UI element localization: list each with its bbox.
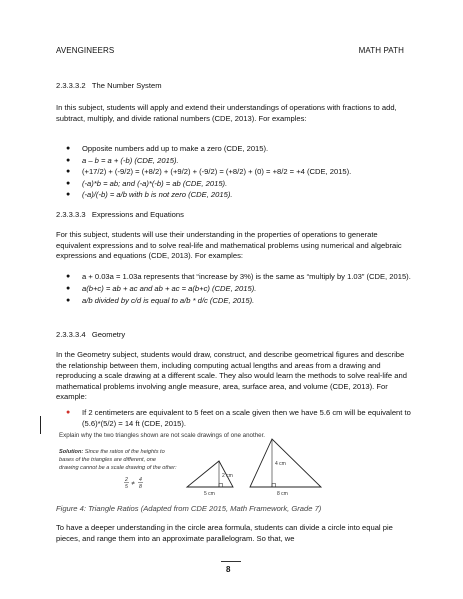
small-base-label: 5 cm [204,491,215,497]
closing-text: To have a deeper understanding in the circle area formula, students can divide a circle into equal pie pieces, and range them into an approximate parallelogram. So that, we [56,523,393,543]
list-item: ● Opposite numbers add up to make a zero (CDE, 2015). [66,144,269,153]
list-item: ● (-a)*b = ab; and (-a)*(-b) = ab (CDE, 2015). [66,178,228,188]
page-number-rule [221,561,241,562]
small-triangle [187,461,233,497]
figure-question: Explain why the two triangles shown are not scale drawings of one another. [59,432,266,439]
ratio-right-num: 4 [139,477,142,483]
header-left: AVENGINEERS [56,46,115,55]
list-item: ● (-a)/(-b) = a/b with b is not zero (CDE, 2015). [66,190,233,200]
not-equal-sign: ≠ [131,481,135,487]
list-number-system [56,143,411,201]
solution-label: Solution: [59,449,84,455]
page-number: 8 [226,565,231,574]
list-item: ● If 2 centimeters are equivalent to 5 feet on a scale given then we have 5.6 cm will be equivalent to (5.6)*(5/2) = 14 ft (CDE, 2015). [66,408,411,428]
bullet-icon: ● [66,168,71,176]
text-cursor [40,416,41,434]
ratio-left-num: 2 [125,477,128,483]
heading-number-system: 2.3.3.3.2 The Number System [56,81,162,90]
ratio-right-den: 8 [139,484,142,490]
paragraph-expressions: For this subject, students will use their understanding in the properties of operations to generate equivalent expressions and to solve real-life and mathematical problems using numerical and algebraic expressions and equations (CDE, 2013). For examples: [56,230,402,261]
ratio-left-den: 5 [125,484,128,490]
list-geometry [56,408,411,429]
bullet-icon: ● [66,156,71,164]
list-expressions [56,272,411,308]
bullet-icon: ● [66,191,71,199]
heading-expressions: 2.3.3.3.3 Expressions and Equations [56,210,184,219]
triangle-figure [56,432,356,504]
large-base-label: 8 cm [277,491,288,497]
bullet-icon: ● [66,273,71,280]
list-item: ● a + 0.03a = 1.03a represents that “increase by 3%) is the same as “multiply by 1.03” (CDE, 2015). [66,272,411,281]
large-triangle [250,439,321,497]
list-item: ● a/b divided by c/d is equal to a/b * d/c (CDE, 2015). [66,296,255,306]
heading-geometry: 2.3.3.3.4 Geometry [56,330,126,339]
header-right: MATH PATH [358,46,404,55]
bullet-icon: ● [66,297,71,305]
bullet-icon: ● [66,285,71,293]
bullet-icon: ● [66,145,71,152]
large-height-label: 4 cm [275,461,286,467]
ratio-expression [124,477,143,490]
list-item: ● a – b = a + (-b) (CDE, 2015). [66,155,179,165]
small-height-label: 2 cm [222,473,233,479]
figure-caption: Figure 4: Triangle Ratios (Adapted from CDE 2015, Math Framework, Grade 7) [56,504,322,513]
paragraph-geometry: In the Geometry subject, students would draw, construct, and describe geometrical figures and describe the relationship between them, including computing actual lengths and areas from a drawing and reproducing a scale drawing at a different scale. They also would learn the methods to solve real-life and mathematical problems involving angle measure, area, surface area, and volume (CDE, 2013). For example: [56,350,407,402]
list-item: ● (+17/2) + (-9/2) = (+8/2) + (+9/2) + (-9/2) = (+8/2) + (0) = +8/2 = +4 (CDE, 2015). [66,167,352,177]
paragraph-number-system: In this subject, students will apply and extend their understandings of operations with fractions to add, subtract, multiply, and divide rational numbers (CDE, 2013). For examples: [56,103,397,123]
list-item: ● a(b+c) = ab + ac and ab + ac = a(b+c) (CDE, 2015). [66,284,257,294]
bullet-icon: ● [66,179,71,187]
triangles-drawing [56,432,356,504]
solution-text: Since the ratios of the heights to bases of the triangles are different, one drawing cannot be a scale drawing of the other: [59,449,177,471]
bullet-icon: ● [66,409,71,416]
